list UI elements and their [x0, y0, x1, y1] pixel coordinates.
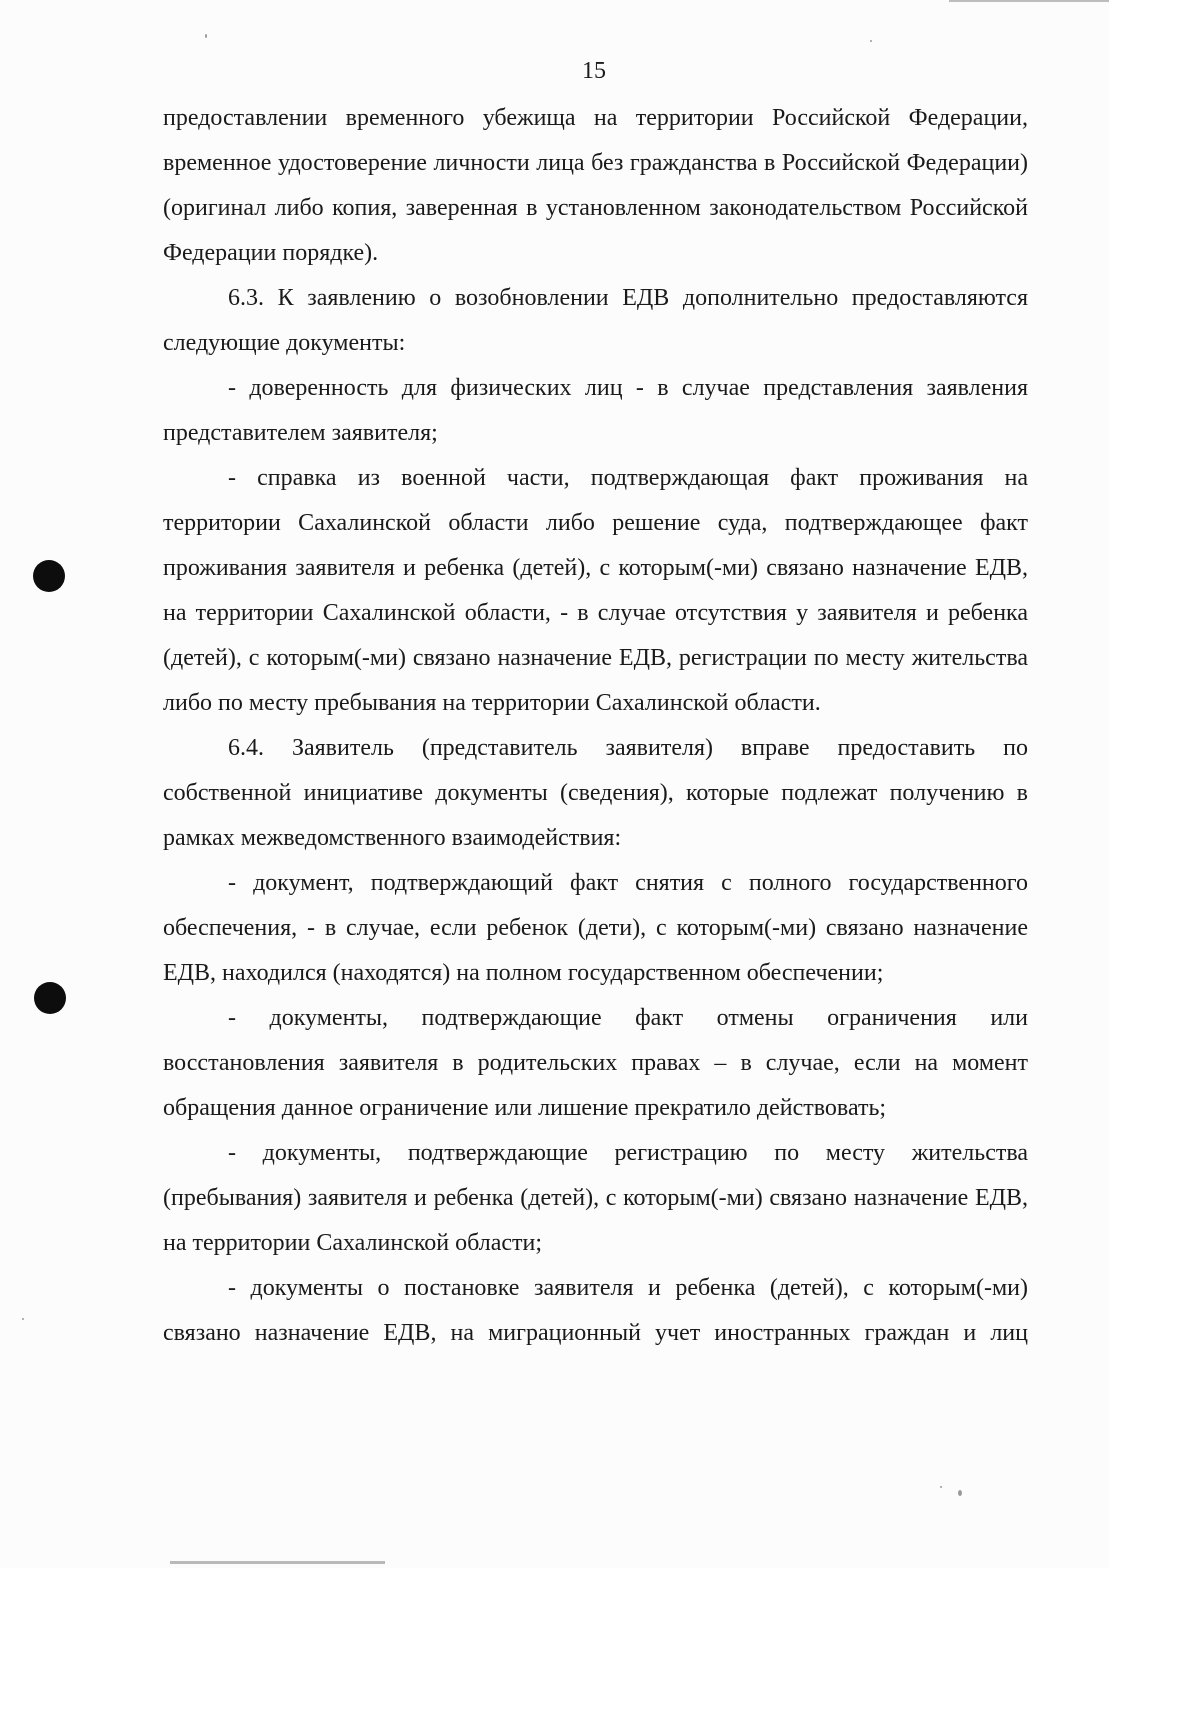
scan-speck — [22, 1318, 24, 1320]
scan-edge-line-bottom — [170, 1561, 385, 1564]
list-item-state-support: - документ, подтверждающий факт снятия с полного государственного обеспечения, - в случае, если ребенок (дети), с которым(-ми) связано назначение ЕДВ, находился (находятся) на полном государственном обеспечении; — [163, 870, 1028, 986]
body-text — [163, 96, 1028, 1356]
scan-speck — [958, 1490, 962, 1496]
scan-speck — [870, 40, 872, 42]
scan-edge-line-top — [949, 0, 1109, 2]
list-item-parental-rights: - документы, подтверждающие факт отмены ограничения или восстановления заявителя в родительских правах – в случае, если на момент обращения данное ограничение или лишение прекратило действовать; — [163, 1005, 1028, 1121]
paragraph-continuation: предоставлении временного убежища на территории Российской Федерации, временное удостоверение личности лица без гражданства в Российской Федерации) (оригинал либо копия, заверенная в установленном законодательством Российской Федерации порядке). — [163, 105, 1028, 266]
scan-speck — [940, 1486, 942, 1488]
list-item-power-of-attorney: - доверенность для физических лиц - в случае представления заявления представителем заявителя; — [163, 375, 1028, 446]
list-item-registration: - документы, подтверждающие регистрацию по месту жительства (пребывания) заявителя и ребенка (детей), с которым(-ми) связано назначение ЕДВ, на территории Сахалинской области; — [163, 1140, 1028, 1256]
scan-speck — [205, 34, 207, 38]
paragraph-6-3: 6.3. К заявлению о возобновлении ЕДВ дополнительно предоставляются следующие документы: — [163, 285, 1028, 356]
list-item-migration-registration: - документы о постановке заявителя и ребенка (детей), с которым(-ми) связано назначение ЕДВ, на миграционный учет иностранных граждан и лиц — [163, 1275, 1028, 1346]
punch-hole-mark — [33, 560, 65, 592]
page-number: 15 — [582, 58, 606, 84]
paragraph-6-4: 6.4. Заявитель (представитель заявителя) вправе предоставить по собственной инициативе документы (сведения), которые подлежат получению в рамках межведомственного взаимодействия: — [163, 735, 1028, 851]
list-item-military-certificate: - справка из военной части, подтверждающая факт проживания на территории Сахалинской области либо решение суда, подтверждающее факт проживания заявителя и ребенка (детей), с которым(-ми) связано назначение ЕДВ, на территории Сахалинской области, - в случае отсутствия у заявителя и ребенка (детей), с которым(-ми) связано назначение ЕДВ, регистрации по месту жительства либо по месту пребывания на территории Сахалинской области. — [163, 465, 1028, 716]
punch-hole-mark — [34, 982, 66, 1014]
